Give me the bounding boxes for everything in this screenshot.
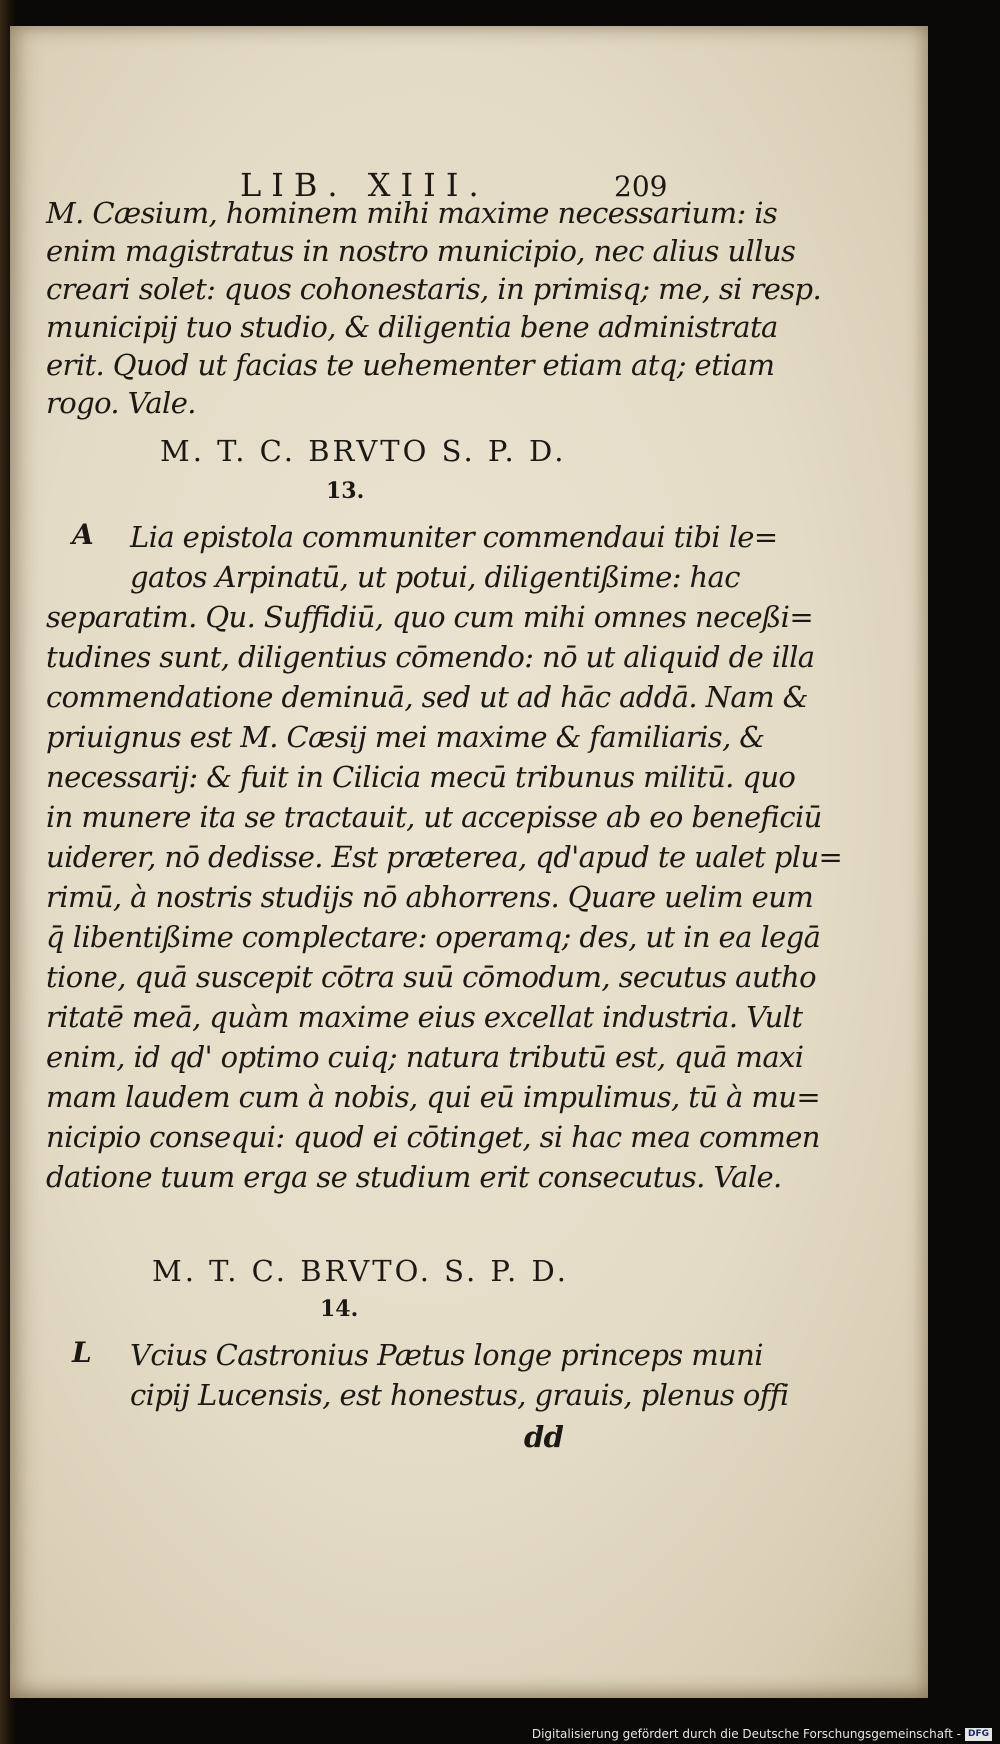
- text-line: municipij tuo studio, & diligentia bene administrata: [46, 310, 778, 344]
- running-title: LIB. XIII.: [240, 166, 489, 204]
- drop-initial-placeholder: L: [72, 1336, 92, 1369]
- credit-text: Digitalisierung gefördert durch die Deutsche Forschungsgemeinschaft -: [531, 1727, 961, 1741]
- text-line: enim, id qd' optimo cuiq; natura tributū est, quā maxi: [46, 1040, 804, 1074]
- letter-heading: M. T. C. BRVTO. S. P. D.: [152, 1254, 569, 1288]
- text-line: creari solet: quos cohonestaris, in primisq; me, si resp.: [46, 272, 822, 306]
- text-line: gatos Arpinatū, ut potui, diligentißime: hac: [130, 560, 740, 594]
- text-line: enim magistratus in nostro municipio, nec alius ullus: [46, 234, 796, 268]
- text-line: q̄ libentißime complectare: operamq; des, ut in ea legā: [46, 920, 821, 954]
- text-line: ritatē meā, quàm maxime eius excellat industria. Vult: [46, 1000, 803, 1034]
- letter-number: 14.: [320, 1296, 359, 1322]
- text-line: nicipio consequi: quod ei cōtinget, si hac mea commen: [46, 1120, 820, 1154]
- text-line: uiderer, nō dedisse. Est præterea, qd'apud te ualet plu=: [46, 840, 843, 874]
- signature-mark: dd: [524, 1420, 564, 1454]
- dfg-logo: DFG: [965, 1728, 992, 1741]
- text-line: tudines sunt, diligentius cōmendo: nō ut aliquid de illa: [46, 640, 815, 674]
- text-line: priuignus est M. Cæsij mei maxime & familiaris, &: [46, 720, 765, 754]
- digitization-credit: [532, 1727, 992, 1741]
- book-page: [10, 26, 928, 1698]
- text-line: separatim. Qu. Suffidiū, quo cum mihi omnes neceßi=: [46, 600, 814, 634]
- text-line: tione, quā suscepit cōtra suū cōmodum, secutus autho: [46, 960, 816, 994]
- text-line: necessarij: & fuit in Cilicia mecū tribunus militū. quo: [46, 760, 796, 794]
- drop-initial-placeholder: A: [72, 518, 94, 551]
- text-line: in munere ita se tractauit, ut accepisse ab eo beneficiū: [46, 800, 822, 834]
- letter-number: 13.: [326, 478, 365, 504]
- text-line: commendatione deminuā, sed ut ad hāc addā. Nam &: [46, 680, 808, 714]
- text-line: M. Cæsium, hominem mihi maxime necessarium: is: [46, 196, 778, 230]
- letter-heading: M. T. C. BRVTO S. P. D.: [160, 434, 567, 468]
- text-line: Lia epistola communiter commendaui tibi le=: [130, 520, 778, 554]
- text-line: datione tuum erga se studium erit consecutus. Vale.: [46, 1160, 782, 1194]
- text-line: Vcius Castronius Pætus longe princeps muni: [130, 1338, 763, 1372]
- text-line: mam laudem cum à nobis, qui eū impulimus, tū à mu=: [46, 1080, 821, 1114]
- text-line: erit. Quod ut facias te uehementer etiam atq; etiam: [46, 348, 775, 382]
- text-line: cipij Lucensis, est honestus, grauis, plenus offi: [130, 1378, 789, 1412]
- text-line: rogo. Vale.: [46, 386, 196, 420]
- page-number: 209: [614, 170, 668, 203]
- text-line: rimū, à nostris studijs nō abhorrens. Quare uelim eum: [46, 880, 814, 914]
